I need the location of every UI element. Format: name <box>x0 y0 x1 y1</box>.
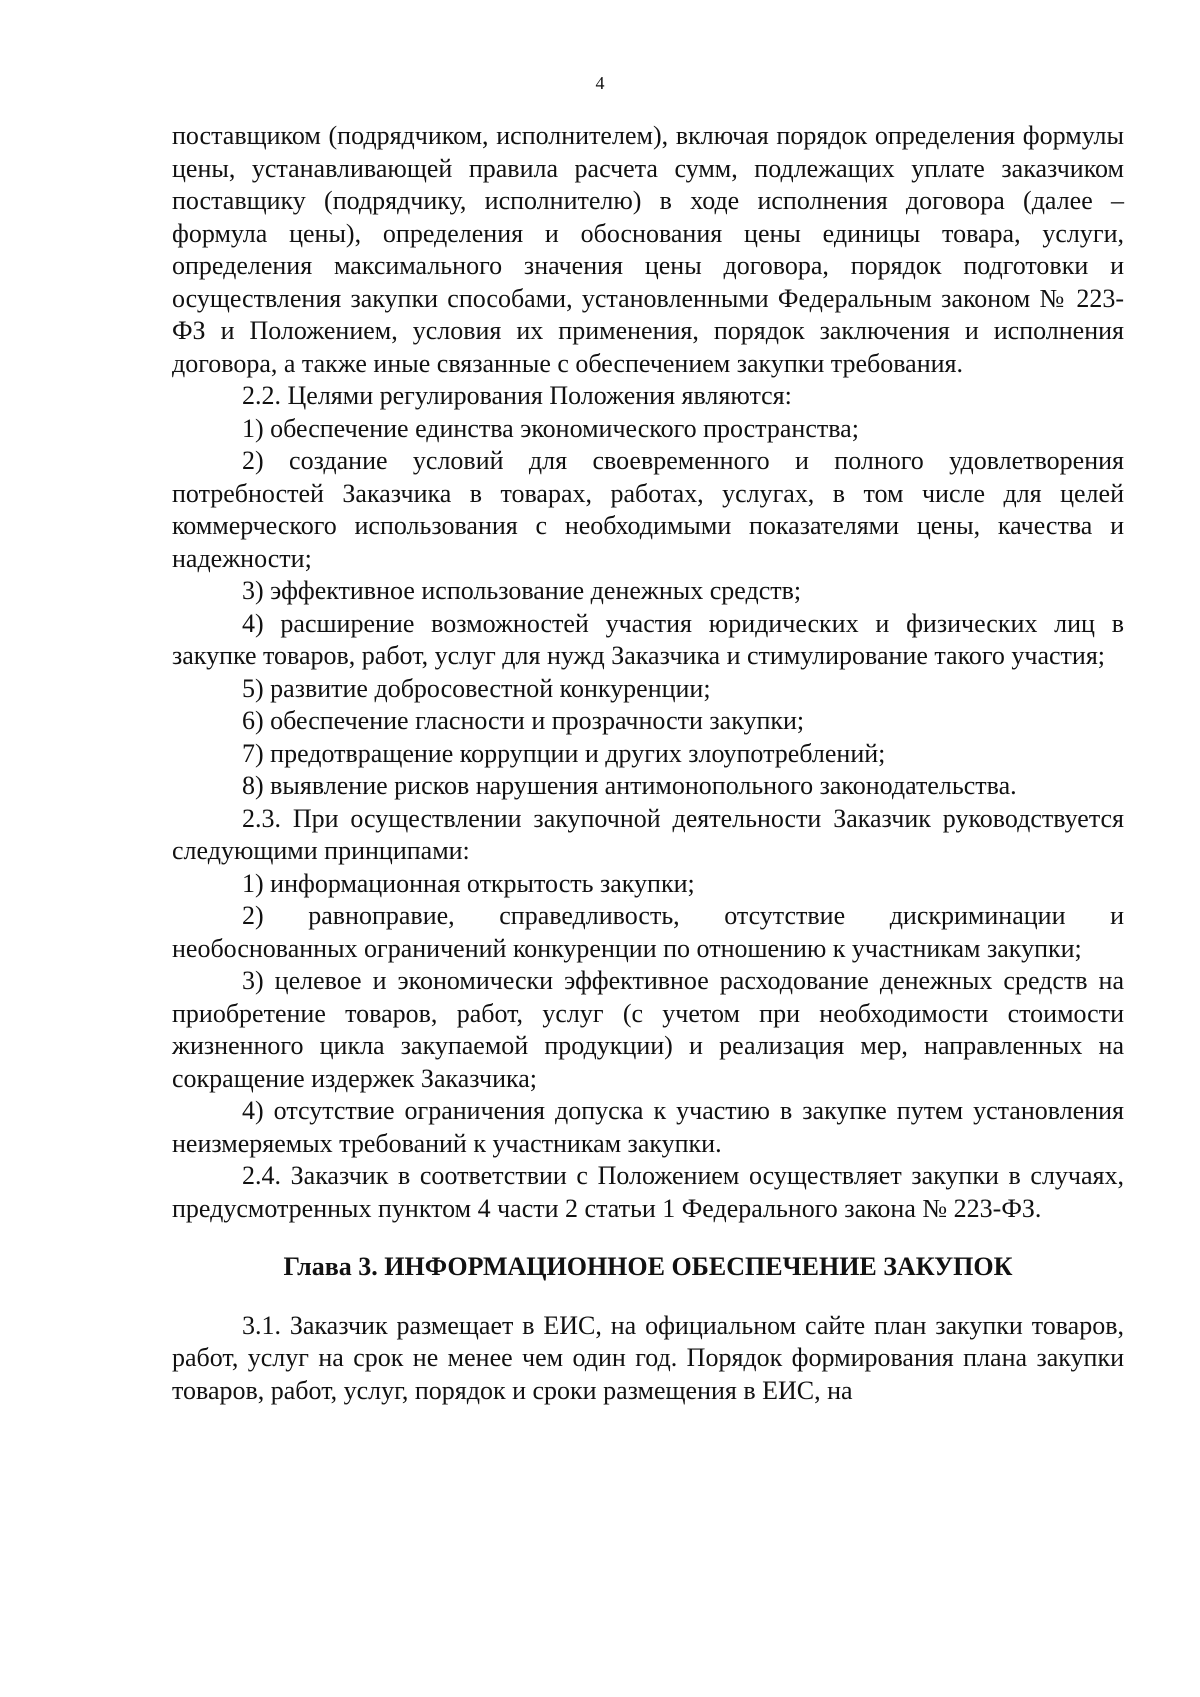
clause-2-4: 2.4. Заказчик в соответствии с Положением осуществляет закупки в случаях, предусмотренных пунктом 4 части 2 статьи 1 Федерального закона № 223-ФЗ. <box>172 1161 1124 1223</box>
list-item: 1) информационная открытость закупки; <box>242 868 695 898</box>
list-item: 3) целевое и экономически эффективное расходование денежных средств на приобретение товаров, работ, услуг (с учетом при необходимости стоимости жизненного цикла закупаемой продукции) и реализация мер, направленных на сокращение издержек Заказчика; <box>172 966 1124 1093</box>
list-item: 4) отсутствие ограничения допуска к участию в закупке путем установления неизмеряемых требований к участникам закупки. <box>172 1096 1124 1158</box>
paragraph-continuation: поставщиком (подрядчиком, исполнителем), включая порядок определения формулы цены, устанавливающей правила расчета сумм, подлежащих уплате заказчиком поставщику (подрядчику, исполнителю) в ходе исполнения договора (далее – формула цены), определения и обоснования цены единицы товара, услуги, определения максимального значения цены договора, порядок подготовки и осуществления закупки способами, установленными Федеральным законом № 223-ФЗ и Положением, условия их применения, порядок заключения и исполнения договора, а также иные связанные с обеспечением закупки требования. <box>172 121 1124 378</box>
list-item: 2) равноправие, справедливость, отсутствие дискриминации и необоснованных ограничений конкуренции по отношению к участникам закупки; <box>172 901 1124 963</box>
clause-2-2: 2.2. Целями регулирования Положения являются: <box>242 381 792 410</box>
document-body <box>172 120 1124 1407</box>
list-item: 4) расширение возможностей участия юридических и физических лиц в закупке товаров, работ, услуг для нужд Заказчика и стимулирование такого участия; <box>172 608 1124 670</box>
list-item: 2) создание условий для своевременного и полного удовлетворения потребностей Заказчика в товарах, работах, услугах, в том числе для целей коммерческого использования с необходимыми показателями цены, качества и надежности; <box>172 446 1124 573</box>
page-number: 4 <box>595 73 605 93</box>
chapter-heading: Глава 3. ИНФОРМАЦИОННОЕ ОБЕСПЕЧЕНИЕ ЗАКУПОК <box>283 1252 1013 1281</box>
list-item: 3) эффективное использование денежных средств; <box>242 576 802 605</box>
clause-2-3: 2.3. При осуществлении закупочной деятельности Заказчик руководствуется следующими принципами: <box>172 803 1124 865</box>
list-item: 5) развитие добросовестной конкуренции; <box>242 673 711 703</box>
list-item: 7) предотвращение коррупции и других злоупотреблений; <box>242 738 886 768</box>
list-item: 6) обеспечение гласности и прозрачности закупки; <box>242 706 805 735</box>
list-item: 1) обеспечение единства экономического пространства; <box>242 413 859 443</box>
clause-3-1: 3.1. Заказчик размещает в ЕИС, на официальном сайте план закупки товаров, работ, услуг на срок не менее чем один год. Порядок формирования плана закупки товаров, работ, услуг, порядок и сроки размещения в ЕИС, на <box>172 1310 1124 1405</box>
list-item: 8) выявление рисков нарушения антимонопольного законодательства. <box>242 771 1017 800</box>
